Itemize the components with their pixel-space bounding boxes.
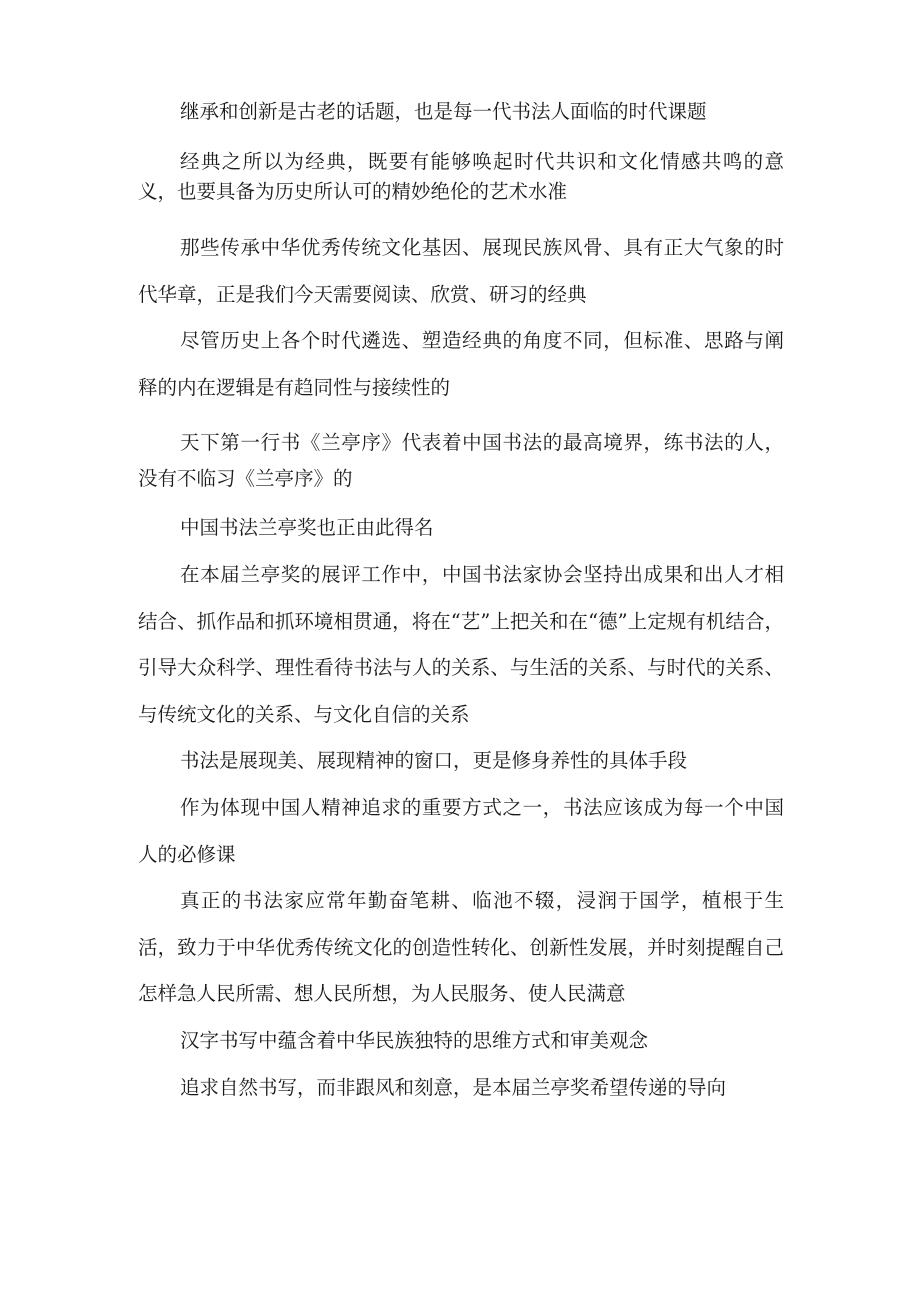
paragraph-5: 天下第一行书《兰亭序》代表着中国书法的最高境界，练书法的人，没有不临习《兰亭序》的: [138, 431, 784, 491]
document-body: [138, 97, 784, 1111]
paragraph-7: 在本届兰亭奖的展评工作中，中国书法家协会坚持出成果和出人才相结合、抓作品和抓环境相贯通，将在“艺”上把关和在“德”上定规有机结合，引导大众科学、理性看待书法与人的关系、与生活的关系、与时代的关系、与传统文化的关系、与文化自信的关系: [138, 562, 784, 726]
paragraph-10: 真正的书法家应常年勤奋笔耕、临池不辍，浸润于国学，植根于生活，致力于中华优秀传统文化的创造性转化、创新性发展，并时刻提醒自己怎样急人民所需、想人民所想，为人民服务、使人民满意: [138, 889, 784, 1006]
paragraph-8: 书法是展现美、展现精神的窗口，更是修身养性的具体手段: [180, 749, 688, 773]
paragraph-4: 尽管历史上各个时代遴选、塑造经典的角度不同，但标准、思路与阐释的内在逻辑是有趋同性与接续性的: [138, 329, 784, 399]
paragraph-1: 继承和创新是古老的话题，也是每一代书法人面临的时代课题: [180, 100, 707, 123]
paragraph-12: 追求自然书写，而非跟风和刻意，是本届兰亭奖希望传递的导向: [180, 1075, 727, 1099]
paragraph-2: 经典之所以为经典，既要有能够唤起时代共识和文化情感共鸣的意义，也要具备为历史所认可的精妙绝伦的艺术水准: [138, 150, 784, 203]
paragraph-3: 那些传承中华优秀传统文化基因、展现民族风骨、具有正大气象的时代华章，正是我们今天需要阅读、欣赏、研习的经典: [138, 236, 784, 306]
paragraph-6: 中国书法兰亭奖也正由此得名: [180, 516, 434, 540]
paragraph-11: 汉字书写中蕴含着中华民族独特的思维方式和审美观念: [180, 1028, 649, 1052]
paragraph-9: 作为体现中国人精神追求的重要方式之一，书法应该成为每一个中国人的必修课: [138, 795, 784, 866]
